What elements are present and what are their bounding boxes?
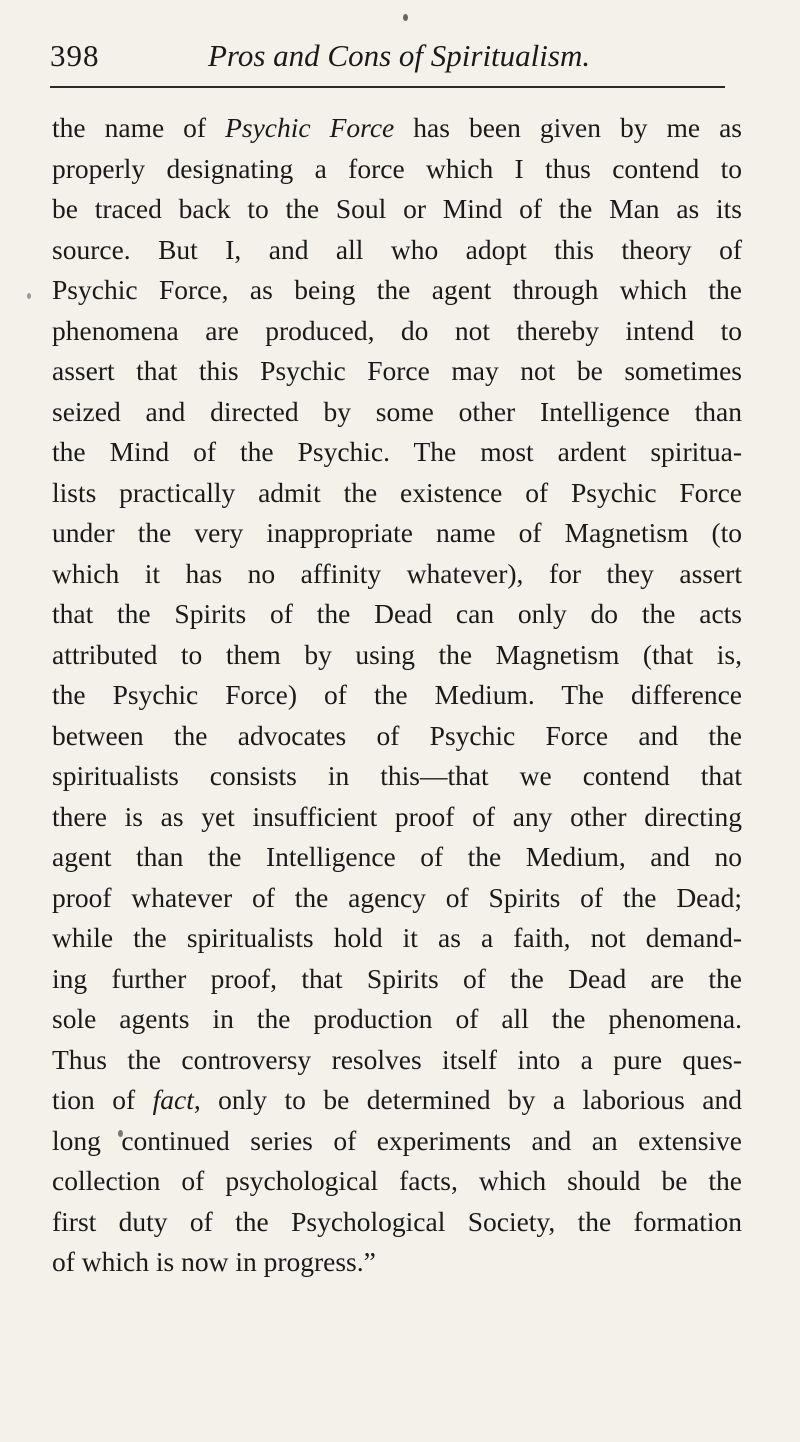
text-line: first duty of the Psychological Society, the formation [52,1205,742,1237]
ink-speck [27,293,31,299]
text-line: that the Spirits of the Dead can only do the acts [52,598,742,629]
text-line: long continued series of experiments and an extensive [52,1124,742,1156]
ink-speck [403,14,408,21]
running-title: Pros and Cons of Spiritualism. [208,38,591,73]
text-line: Psychic Force, as being the agent through which the [52,274,742,305]
text-line: the Mind of the Psychic. The most ardent spiritua- [52,436,742,467]
text-line: attributed to them by using the Magnetism (that is, [52,638,742,670]
text-line: agent than the Intelligence of the Medium, and no [52,841,742,872]
text-line: Thus the controversy resolves itself into a pure ques- [52,1043,742,1075]
text-line: under the very inappropriate name of Magnetism (to [52,517,742,548]
text-line: tion of fact, only to be determined by a laborious and [52,1084,742,1115]
body-paragraph [52,108,742,1283]
text-line: assert that this Psychic Force may not be sometimes [52,355,742,386]
text-line: the name of Psychic Force has been given by me as [52,112,743,143]
text-line: lists practically admit the existence of Psychic Force [52,476,742,508]
text-line: proof whatever of the agency of Spirits of the Dead; [52,881,742,913]
text-line: source. But I, and all who adopt this theory of [52,233,742,265]
text-line: properly designating a force which I thus contend to [52,152,742,184]
text-line: seized and directed by some other Intelligence than [52,395,742,427]
page-number: 398 [50,38,100,73]
header-rule [50,86,725,88]
text-line: ing further proof, that Spirits of the Dead are the [52,962,742,994]
text-line: phenomena are produced, do not thereby intend to [52,314,742,346]
text-line: there is as yet insufficient proof of any other directing [52,800,742,832]
text-line: of which is now in progress.” [52,1246,376,1277]
text-line: be traced back to the Soul or Mind of the Man as its [52,193,742,224]
text-line: between the advocates of Psychic Force and the [52,719,742,751]
text-line: the Psychic Force) of the Medium. The difference [52,679,742,710]
text-line: collection of psychological facts, which should be the [52,1165,742,1196]
text-line: while the spiritualists hold it as a faith, not demand- [52,922,742,953]
page-header [50,38,730,86]
text-line: sole agents in the production of all the phenomena. [52,1003,742,1034]
text-line: spiritualists consists in this—that we contend that [52,760,742,791]
text-line: which it has no affinity whatever), for they assert [52,557,742,589]
